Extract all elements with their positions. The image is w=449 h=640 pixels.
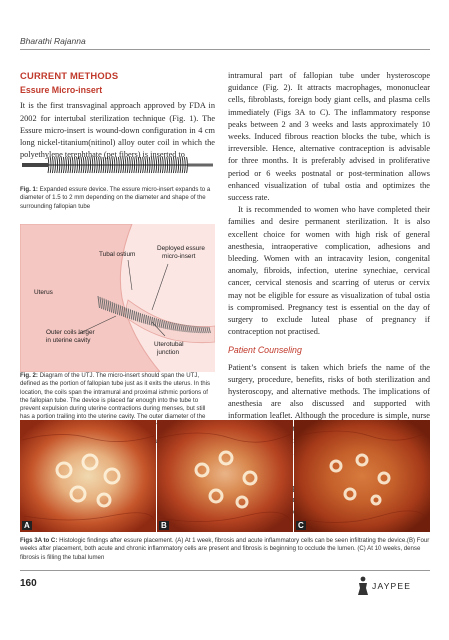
panel-letter-a: A [24,521,30,530]
label-tubal-ostium: Tubal ostium [99,251,136,258]
label-outer-coils-line2: in uterine cavity [46,337,91,344]
right-paragraph-1: intramural part of fallopian tube under hysteroscope guidance (Fig. 2). It attracts macrophages, mononuclear cells, fibroblasts, foreign body giant cells, and plasma cells immediately (Figs 3A to C). The inflammatory response peaks between 2 and 3 weeks and lasts approximately 10 weeks. Induced fibrous reaction blocks the tube, which is irreversible. Hence, alternative contraception is advisable for three months. It is preferably advised in proliferative period or 6 weeks postnatal or post-termination allows enhanced visualization of tubal ostia and optimizes the success rate. [228,71,430,203]
figure-3-panels [20,420,430,532]
footer-rule [20,570,430,571]
publisher-logo [356,575,432,597]
figure-3-caption-label: Figs 3A to C: [20,537,58,544]
label-deployed-essure-line1: Deployed essure [157,245,205,252]
figure-3-histology [20,420,430,532]
label-uterus: Uterus [34,289,53,296]
section-title-current-methods: CURRENT METHODS [20,70,119,81]
header-rule [20,49,430,50]
figure-2-utj-diagram [20,224,215,372]
jaypee-logo-icon [356,576,370,596]
panel-a [20,420,156,532]
figure-1-caption-text: Expanded essure device. The essure micro-insert expands to a diameter of 1.5 to 2 mm depending on the diameter and shape of the surrounding fallopian tube [20,186,211,210]
right-paragraph-2: It is recommended to women who have completed their families and desire permanent sterilization. It is also excellent choice for women with high risk of general anesthesia, intraoperative complication, adhesions and bleeding. Women with an intracavity lesion, congenital anomaly, fibroids, infection, uterine synechiae, cervical cancer, cervical stenosis and scarring of uterus or cervix may not be eligible for essure as visualization of tubal ostia is compromised. Pregnancy test is essential on the day of surgery to exclude luteal phase of pregnancy if contraception not practised. [228,205,430,337]
left-column [20,70,215,161]
figure-2-caption-label: Fig. 2: [20,372,38,379]
figure-1-essure-device [20,149,215,181]
subsection-title-essure: Essure Micro-insert [20,85,103,96]
panel-c [294,420,430,532]
panel-letter-b: B [161,521,167,530]
figure-1-caption-label: Fig. 1: [20,186,38,193]
figure-3-caption-text: Histologic findings after essure placement. (A) At 1 week, fibrosis and acute inflammatory cells can be seen infiltrating the device.(B) Four weeks after placement, both acute and chronic inflammatory cells are present and fibrosis is beginning to occlude the lumen. (C) At 10 weeks, dense fibrosis is filling the tubal lumen [20,537,430,561]
panel-letter-c: C [298,521,304,530]
right-paragraph-3: Patient’s consent is taken which briefs the name of the surgery, procedure, benefits, risks of both sterilization and hysteroscopy, and alternative methods. The implications of anesthesia are also discussed and supported with information leaflet. Although the procedure is simple, nurse [228,362,430,421]
figure-1-caption [20,186,215,211]
label-uterotubal-line1: Uterotubal [154,341,184,348]
figure-2-caption-text: Diagram of the UTJ. The micro-insert should span the UTJ, defined as the portion of fallopian tube just as it exits the uterus. In this location, the coils span the intramural and proximal isthmic portions of the fallopian tube. The device is placed far enough into the tube to prevent expulsion during uterine contractions during menses, but still has a portion trailing into the uterine cavity. The outer diameter of the [20,372,211,421]
label-deployed-essure-line2: micro-insert [162,253,196,260]
label-outer-coils-line1: Outer coils larger [46,329,95,336]
running-head: Bharathi Rajanna [20,36,86,46]
essure-paragraph: It is the first transvaginal approach approved by FDA in 2002 for intertubal sterilization technique (Fig. 1). The Essure micro-insert is wound-down configuration in 4 cm long nickel-titanium(nitinol) alloy outer coil in which the polyethylene terephthate (pet fibers) is inserted to [20,101,215,160]
figure-3-caption [20,537,430,562]
label-uterotubal-line2: junction [157,349,180,356]
page-number: 160 [20,578,37,589]
heading-patient-counseling: Patient Counseling [228,345,302,356]
publisher-name: JAYPEE [372,581,412,591]
